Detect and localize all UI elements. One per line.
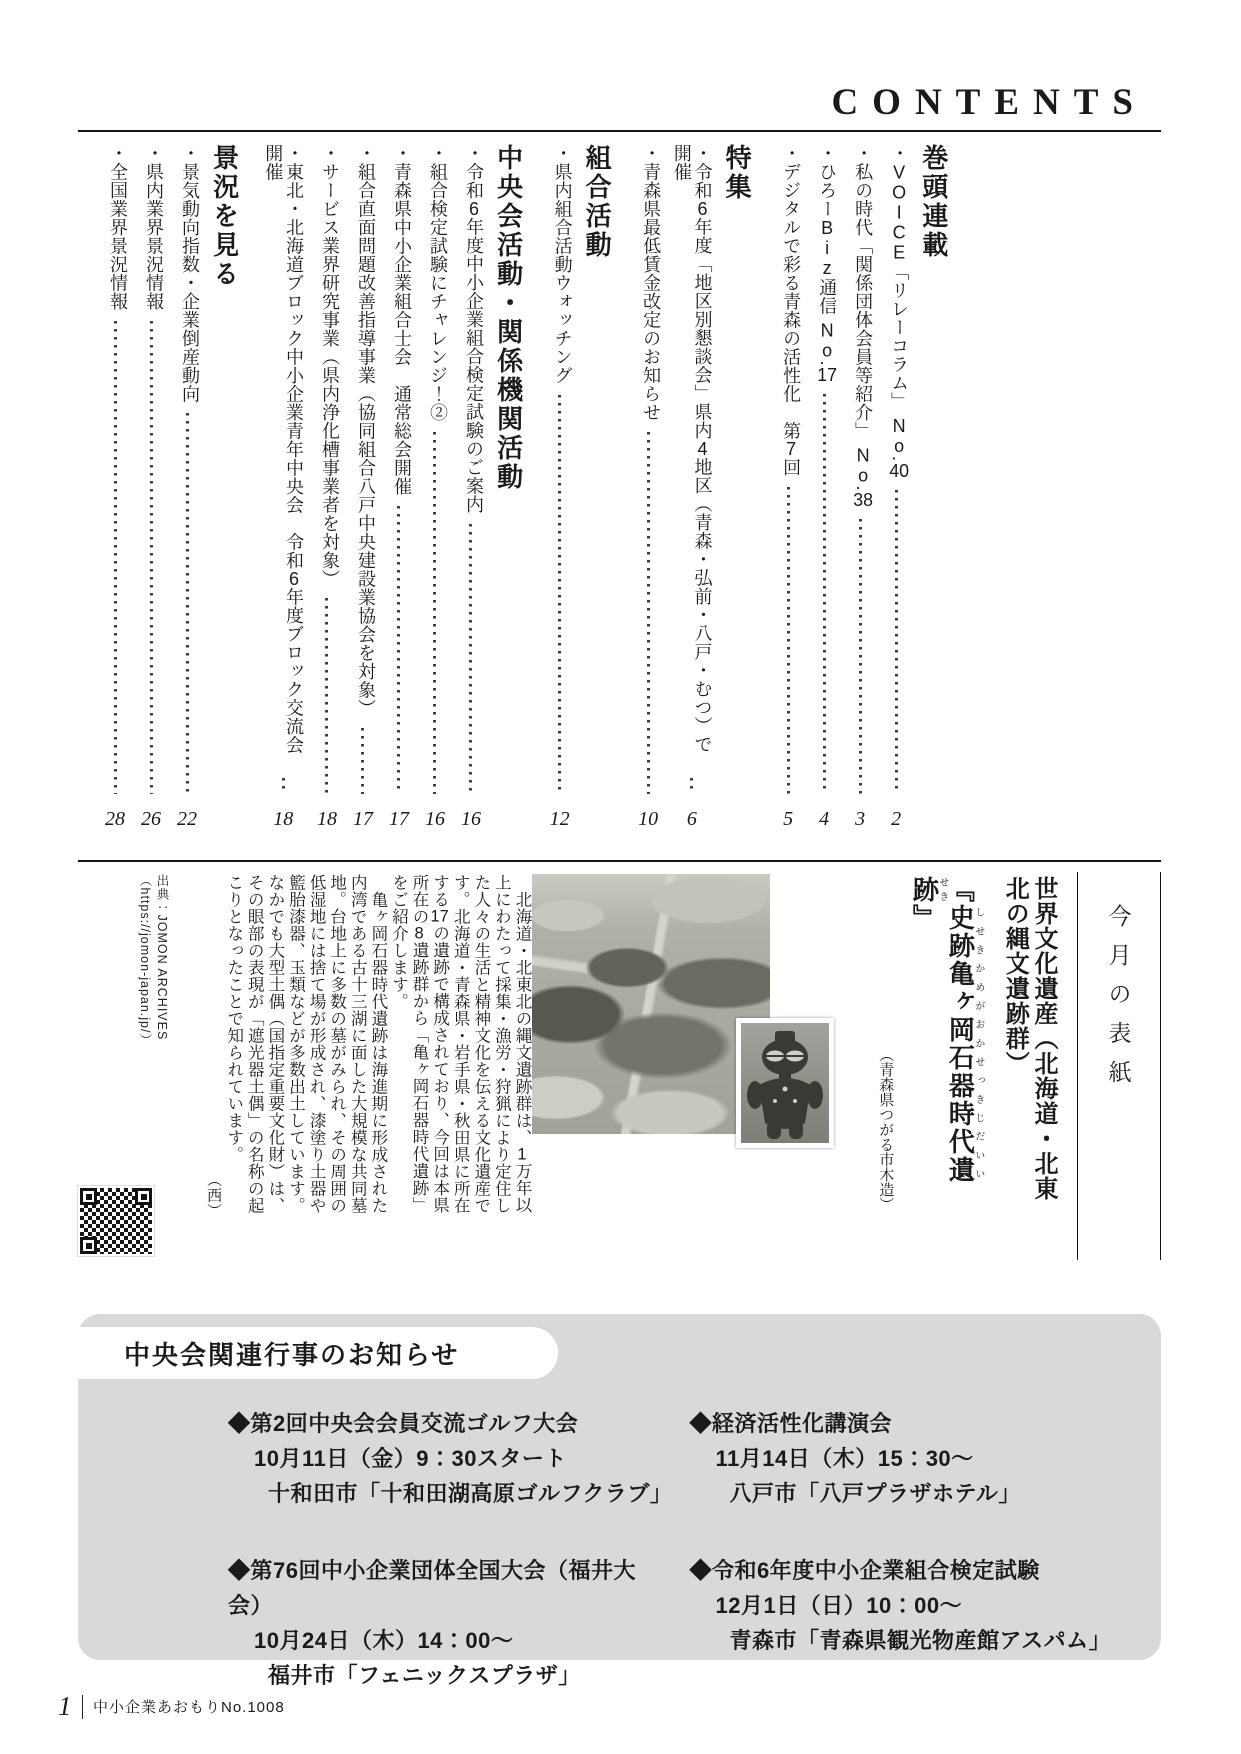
event-venue: 青森市「青森県観光物産館アスパム」 (729, 1628, 1112, 1653)
site-name-heading: 『史跡しせき亀ヶ岡石器時代遺跡かめがおかせっきじだいいせき』 (909, 876, 984, 1184)
table-of-contents (78, 144, 972, 836)
toc-item-label: ・全国業界景況情報 (108, 144, 128, 311)
aerial-photo (532, 874, 770, 1134)
event (690, 1406, 1126, 1511)
toc-item (883, 144, 909, 836)
toc-item (174, 144, 200, 836)
toc-item (847, 144, 873, 836)
toc-section-title: 中央会活動・関係機関活動 (493, 144, 524, 492)
toc-page-number: 22 (177, 808, 197, 830)
toc-section-header (583, 144, 612, 836)
toc-item-label: ・私の時代「関係団体会員等紹介」 No.38 (853, 144, 874, 510)
toc-page-number: 17 (388, 808, 409, 830)
page-title: CONTENTS (831, 82, 1147, 123)
magazine-name: 中小企業あおもりNo.1008 (93, 1699, 285, 1716)
toc-item (350, 144, 376, 836)
toc-page-number: 12 (549, 808, 570, 830)
dotted-leader (150, 321, 153, 795)
toc-item (422, 144, 448, 836)
cover-credit-area (78, 872, 178, 1258)
toc-item (671, 144, 712, 836)
toc-page-number: 16 (424, 808, 445, 830)
toc-item (458, 144, 484, 836)
dotted-leader (787, 487, 790, 795)
toc-item-label: ・県内組合活動ウォッチング (552, 144, 573, 385)
credit-url: （https://jomon-japan.jp/） (138, 874, 152, 1047)
qr-finder (80, 1237, 97, 1254)
toc-section-header (494, 144, 523, 836)
dotted-leader (186, 413, 189, 794)
dotted-leader (282, 778, 285, 794)
dotted-leader (114, 321, 117, 795)
author-initial: （西） (205, 1171, 223, 1218)
toc-section-title: 組合活動 (582, 144, 613, 260)
dotted-leader (469, 524, 472, 795)
event-title: ◆第2回中央会会員交流ゴルフ大会 (228, 1411, 579, 1436)
cover-section (78, 860, 1161, 1258)
toc-page-number: 18 (273, 808, 294, 830)
cover-sidebar (1077, 872, 1161, 1260)
toc-page-number: 3 (855, 808, 866, 830)
toc-page-number: 16 (460, 808, 481, 830)
toc-item-label: ・ひろーBiz通信 No.17 (817, 144, 838, 385)
toc-item-label: ・東北・北海道ブロック中小企業青年中央会 令和6年度ブロック交流会開催 (263, 144, 304, 754)
toc-section-chuokai (263, 144, 523, 836)
event (228, 1553, 664, 1693)
toc-section-union (547, 144, 612, 836)
dotted-leader (558, 395, 561, 795)
toc-item (635, 144, 661, 836)
header-rule (78, 130, 1161, 132)
toc-section-header (210, 144, 239, 836)
dogu-figurine-illustration (741, 1023, 829, 1143)
cover-paragraph: 亀ヶ岡石器時代遺跡は海進期に形成された内湾である古十三湖に面した大規模な共同墓地。台地上に多数の墓がみられ、その周囲の低湿地には捨て場が形成され、漆塗り土器や籃胎漆器、玉類などが多数出土しています。なかでも大型土偶（国指定重要文化財）は、その眼部の表現が「遮光器土偶」の名称の起こりとなったことで知られています。 (224, 874, 387, 1214)
toc-section-serial (775, 144, 948, 836)
announcements-box (78, 1314, 1161, 1688)
event-datetime: 12月1日（日）10：00～ (715, 1593, 963, 1618)
toc-page-number: 2 (891, 808, 902, 830)
cover-heading: 世界文化遺産（北海道・北東北の縄文遺跡群） (1001, 876, 1057, 1201)
toc-item-label: ・デジタルで彩る青森の活性化 第7回 (781, 144, 802, 477)
event (690, 1553, 1126, 1693)
toc-item-label: ・令和6年度「地区別懇談会」県内4地区（青森・弘前・八戸・むつ）で開催 (671, 144, 713, 754)
event (228, 1406, 673, 1511)
toc-item (314, 144, 340, 836)
event-title: ◆令和6年度中小企業組合検定試験 (689, 1558, 1040, 1583)
toc-item-label: ・青森県中小企業組合士会 通常総会開催 (391, 144, 412, 496)
toc-page-number: 10 (638, 808, 659, 830)
event-venue: 十和田市「十和田湖高原ゴルフクラブ」 (268, 1481, 673, 1506)
event-venue: 八戸市「八戸プラザホテル」 (729, 1481, 1021, 1506)
toc-section-feature (635, 144, 751, 836)
photo-credit (136, 874, 170, 1204)
toc-page-number: 17 (352, 808, 373, 830)
credit-source: 出典：JOMON ARCHIVES (155, 874, 169, 1041)
dotted-leader (647, 432, 650, 795)
dotted-leader (823, 394, 826, 794)
toc-section-title: 特集 (722, 144, 753, 202)
toc-item-label: ・組合直面問題改善指導事業（協同組合八戸中央建設業協会を対象） (355, 144, 376, 718)
toc-item (102, 144, 128, 836)
event-title: ◆第76回中小企業団体全国大会（福井大会） (228, 1558, 636, 1618)
dotted-leader (895, 490, 898, 794)
toc-item-label: ・令和6年度中小企業組合検定試験のご案内 (463, 144, 484, 514)
toc-item-label: ・県内業界景況情報 (144, 144, 164, 311)
toc-item (138, 144, 164, 836)
qr-code (78, 1186, 154, 1256)
cover-paragraph: 北海道・北東北の縄文遺跡群は、1万年以上にわたって採集・漁労・狩猟により定住した人々の生活と精神文化を伝える文化遺産です。北海道・青森県・岩手県・秋田県に所在する17の遺跡で構成されており、今回は本県所在の8遺跡群から「亀ヶ岡石器時代遺跡」をご紹介します。 (389, 874, 531, 1214)
dotted-leader (690, 778, 693, 794)
toc-item-label: ・青森県最低賃金改定のお知らせ (641, 144, 662, 422)
toc-page-number: 18 (316, 808, 337, 830)
toc-item (775, 144, 801, 836)
event-datetime: 10月24日（木）14：00～ (254, 1628, 514, 1653)
folio-page-number: 1 (58, 1691, 72, 1721)
toc-item (547, 144, 573, 836)
dotted-leader (325, 598, 328, 794)
events-grid (228, 1406, 1125, 1693)
event-venue: 福井市「フェニックスプラザ」 (268, 1663, 581, 1688)
cover-body-text (178, 874, 532, 1218)
toc-section-keikyo (102, 144, 239, 836)
toc-section-title: 景況を見る (209, 144, 240, 289)
dogu-photo (736, 1018, 834, 1148)
site-location: （青森県つがる市木造） (877, 1047, 895, 1212)
toc-item-label: ・サービス業界研究事業（県内浄化槽事業者を対象） (319, 144, 340, 588)
toc-page-number: 6 (686, 808, 697, 830)
toc-item-label: ・景気動向指数・企業倒産動向 (180, 144, 200, 403)
toc-section-header (919, 144, 948, 836)
event-datetime: 11月14日（木）15：30～ (715, 1446, 974, 1471)
toc-page-number: 5 (783, 808, 794, 830)
toc-section-title: 巻頭連載 (918, 144, 949, 260)
event-title: ◆経済活性化講演会 (689, 1411, 893, 1436)
dotted-leader (859, 519, 862, 794)
dotted-leader (433, 432, 436, 795)
toc-page-number: 4 (819, 808, 830, 830)
toc-item (386, 144, 412, 836)
dotted-leader (361, 728, 364, 795)
toc-item (811, 144, 837, 836)
page-footer (58, 1693, 285, 1720)
toc-item-label: ・VOICE「リレーコラム」 No.40 (889, 144, 910, 480)
toc-item (263, 144, 304, 836)
footer-divider (82, 1695, 84, 1719)
toc-page-number: 28 (105, 808, 125, 830)
dotted-leader (397, 506, 400, 795)
announcements-label: 中央会関連行事のお知らせ (78, 1327, 558, 1379)
cover-sidebar-label: 今月の表紙 (1105, 904, 1132, 1099)
toc-page-number: 26 (141, 808, 161, 830)
toc-section-header (723, 144, 752, 836)
event-datetime: 10月11日（金）9：30スタート (254, 1446, 567, 1471)
toc-item-label: ・組合検定試験にチャレンジ！② (427, 144, 448, 422)
